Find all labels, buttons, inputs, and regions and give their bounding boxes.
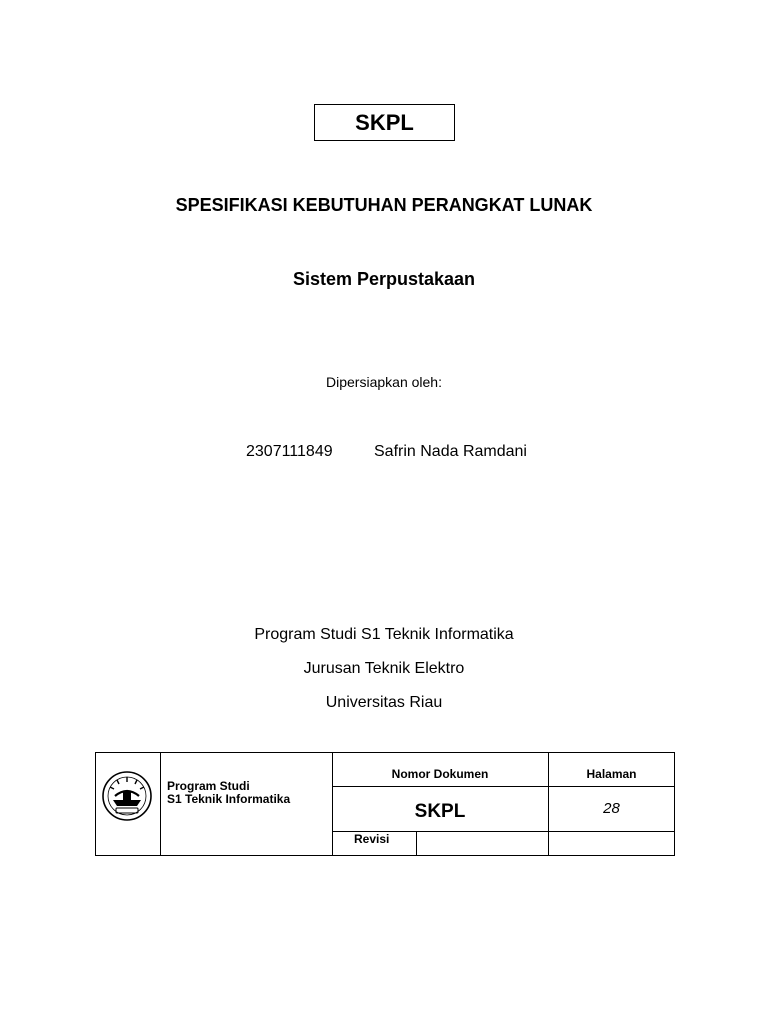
author-name: Safrin Nada Ramdani — [374, 443, 527, 460]
document-code-box — [314, 104, 455, 141]
table-divider-revision — [416, 831, 417, 856]
author-nim: 2307111849 — [246, 443, 333, 460]
document-footer-table — [95, 752, 675, 856]
footer-program-line2: S1 Teknik Informatika — [167, 792, 291, 806]
document-title: SPESIFIKASI KEBUTUHAN PERANGKAT LUNAK — [175, 195, 593, 215]
footer-program-cell — [167, 780, 290, 806]
document-subtitle: Sistem Perpustakaan — [292, 269, 476, 289]
university-logo-icon — [101, 770, 153, 822]
table-border-left — [95, 752, 96, 856]
doc-number-label: Nomor Dokumen — [391, 767, 489, 781]
page-label: Halaman — [586, 767, 637, 781]
doc-number-value: SKPL — [414, 801, 466, 822]
footer-program-line1: Program Studi — [167, 779, 250, 793]
institution-university: Universitas Riau — [325, 694, 443, 711]
table-row-divider-1 — [332, 786, 675, 787]
revision-label: Revisi — [354, 832, 390, 846]
table-border-top — [95, 752, 675, 753]
table-border-bottom — [95, 855, 675, 856]
document-code: SKPL — [355, 109, 414, 135]
prepared-by-label: Dipersiapkan oleh: — [326, 374, 442, 390]
institution-program: Program Studi S1 Teknik Informatika — [254, 626, 514, 643]
page-value: 28 — [603, 800, 620, 817]
institution-department: Jurusan Teknik Elektro — [303, 660, 465, 677]
table-divider-logo — [160, 752, 161, 856]
